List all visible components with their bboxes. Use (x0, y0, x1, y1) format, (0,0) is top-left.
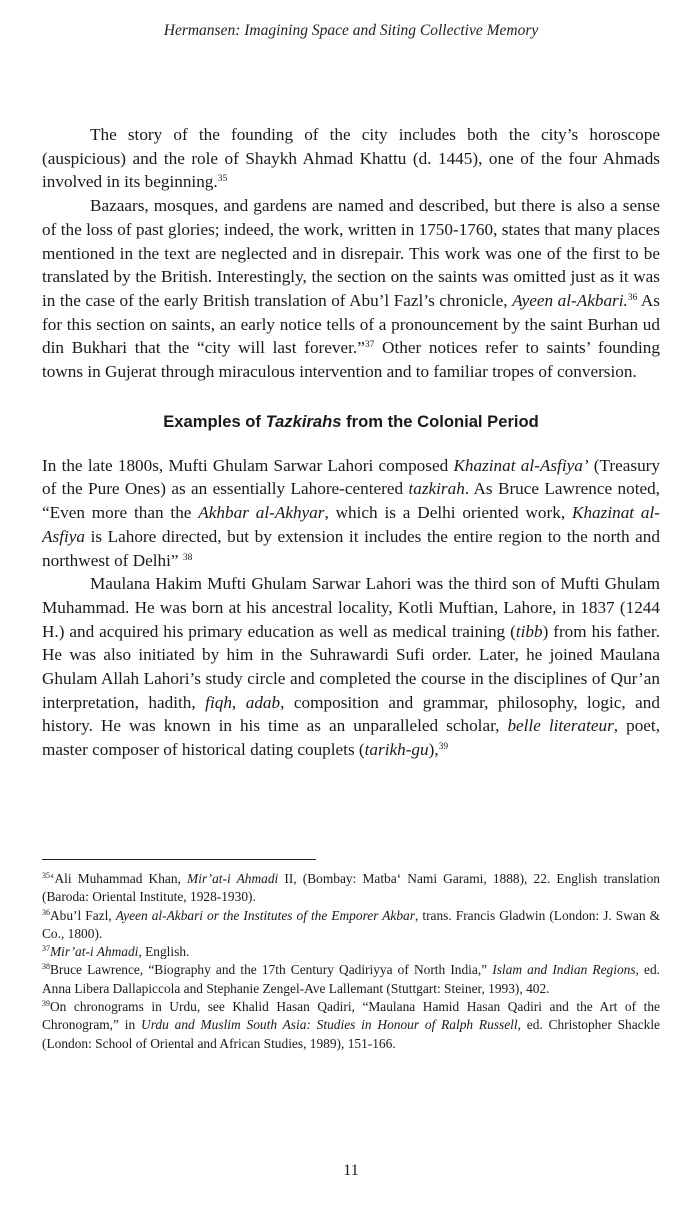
italic-term: tarikh-gu (364, 740, 429, 760)
footnote-36 (42, 907, 660, 944)
footnote-35 (42, 870, 660, 907)
italic-title: Mir’at-i Ahmadi, (50, 944, 142, 960)
paragraph-bazaars (42, 194, 660, 384)
text-span: English. (141, 944, 190, 960)
text-span: Bruce Lawrence, “Biography and the 17th Century Qadiriyya of North India,” (50, 962, 493, 978)
text-span: On chronograms in Urdu, see Khalid Hasan Qadiri, “Maulana Hamid Hasan Qadiri and the Art of the Chronogram,” in (42, 999, 660, 1033)
body-text (42, 123, 660, 762)
footnote-ref-35[interactable]: 35 (217, 174, 228, 185)
footnote-ref-36[interactable]: 36 (627, 292, 638, 303)
italic-title: Mir’at-i Ahmadi (187, 871, 279, 886)
footnote-number: 37 (42, 944, 50, 954)
footnote-ref-37[interactable]: 37 (364, 340, 375, 351)
section-heading (42, 411, 660, 433)
text-span: , ed. Anna Libera Dallapiccola and Stephanie Zengel-Ave Lallemant (Stuttgart: Steiner, 1993), 402. (42, 962, 660, 996)
text-span: II, (Bombay: Matba‘ Nami Garami, 1888), 22. English translation (Baroda: Oriental Institute, 1928-1930). (42, 871, 660, 905)
footnote-ref-38[interactable]: 38 (182, 552, 193, 563)
text-span: , which is a Delhi oriented work, (324, 503, 572, 523)
italic-term: tazkirah (408, 479, 465, 499)
footnote-number: 39 (42, 999, 50, 1009)
footnote-number: 36 (42, 907, 50, 917)
text-span: (Treasury of the Pure Ones) as an essentially Lahore-centered (42, 455, 660, 499)
italic-title: Khazinat al-Asfiya’ (453, 455, 589, 475)
italic-term: fiqh (205, 692, 232, 712)
footnote-37 (42, 943, 660, 961)
heading-italic: Tazkirahs (265, 411, 342, 431)
text-span: The story of the founding of the city includes both the city’s horoscope (auspicious) and the role of Shaykh Ahmad Khattu (d. 1445), one of the four Ahmads involved in its beginning. (42, 125, 660, 192)
italic-title: Ayeen al-Akbari or the Institutes of the Emporer Akbar (115, 907, 415, 923)
text-span: As for this section on saints, an early notice tells of a pronouncement by the saint Burhan ud din Bukhari that the “city will last forever.” (42, 290, 660, 358)
text-span: , trans. Francis Gladwin (London: J. Swan & Co., 1800). (42, 907, 661, 941)
text-span: , composition and grammar, philosophy, logic, and history. He was known in his time as an unparalleled scholar, (42, 692, 660, 736)
footnotes (42, 870, 660, 1053)
heading-text: Examples of (163, 411, 266, 431)
footnote-39 (42, 998, 660, 1053)
text-span: , (231, 692, 246, 712)
page (42, 0, 660, 1220)
italic-title: Ayeen al-Akbari. (512, 290, 628, 310)
italic-title: Urdu and Muslim South Asia: Studies in Honour of Ralph Russell (141, 1017, 518, 1033)
text-span: , ed. Christopher Shackle (London: School of Oriental and African Studies, 1989), 151-166. (42, 1017, 660, 1051)
footnote-38 (42, 961, 660, 998)
page-number: 11 (343, 1162, 359, 1179)
italic-title: Akhbar al-Akhyar (198, 503, 325, 523)
text-span: ), (428, 740, 439, 760)
text-span: is Lahore directed, but by extension it includes the entire region to the north and northwest of Delhi” (42, 526, 660, 570)
text-span: In the late 1800s, Mufti Ghulam Sarwar Lahori composed (42, 455, 454, 475)
footnote-ref-39[interactable]: 39 (438, 742, 449, 753)
text-span: Bazaars, mosques, and gardens are named and described, but there is also a sense of the loss of past glories; indeed, the work, written in 1750-1760, states that many places mentioned in the text are neglected and in disrepair. This work was one of the first to be translated by the British. Interestingly, the section on the saints was omitted just as it was in the case of the early British translation of Abu’l Fazl’s chronicle, (42, 196, 660, 310)
text-span: . As Bruce Lawrence noted, “Even more than the (42, 479, 660, 523)
text-span: Maulana Hakim Mufti Ghulam Sarwar Lahori was the third son of Mufti Ghulam Muhammad. He was born at his ancestral locality, Kotli Muftian, Lahore, in 1837 (1244 H.) and acquired his primary education as well as medical training ( (42, 574, 660, 641)
text-span: Other notices refer to saints’ founding towns in Gujerat through miraculous intervention and to familiar tropes of conversion. (42, 338, 660, 382)
italic-title: Islam and Indian Regions (492, 962, 636, 978)
running-head: Hermansen: Imagining Space and Siting Collective Memory (163, 22, 539, 39)
text-span: ‘Ali Muhammad Khan, (50, 871, 188, 886)
text-span: ) from his father. He was also initiated by him in the Suhrawardi Sufi order. Later, he joined Maulana Ghulam Allah Lahori’s study circle and completed the course in the disciplines of Qur’an interpretation, hadith, (42, 621, 660, 712)
footnote-divider (42, 859, 316, 860)
text-span: Abu’l Fazl, (50, 907, 116, 923)
italic-title: Khazinat al-Asfiya (42, 503, 661, 546)
italic-term: belle literateur (507, 716, 614, 736)
paragraph-khazinat (42, 454, 660, 573)
footnote-number: 35 (42, 871, 50, 880)
paragraph-lahori (42, 572, 660, 762)
footnote-number: 38 (42, 962, 50, 972)
italic-term: adab (245, 692, 281, 712)
heading-text: from the Colonial Period (341, 411, 539, 431)
text-span: , poet, master composer of historical dating couplets ( (42, 716, 661, 760)
paragraph-founding (42, 123, 660, 194)
italic-term: tibb (515, 621, 543, 641)
